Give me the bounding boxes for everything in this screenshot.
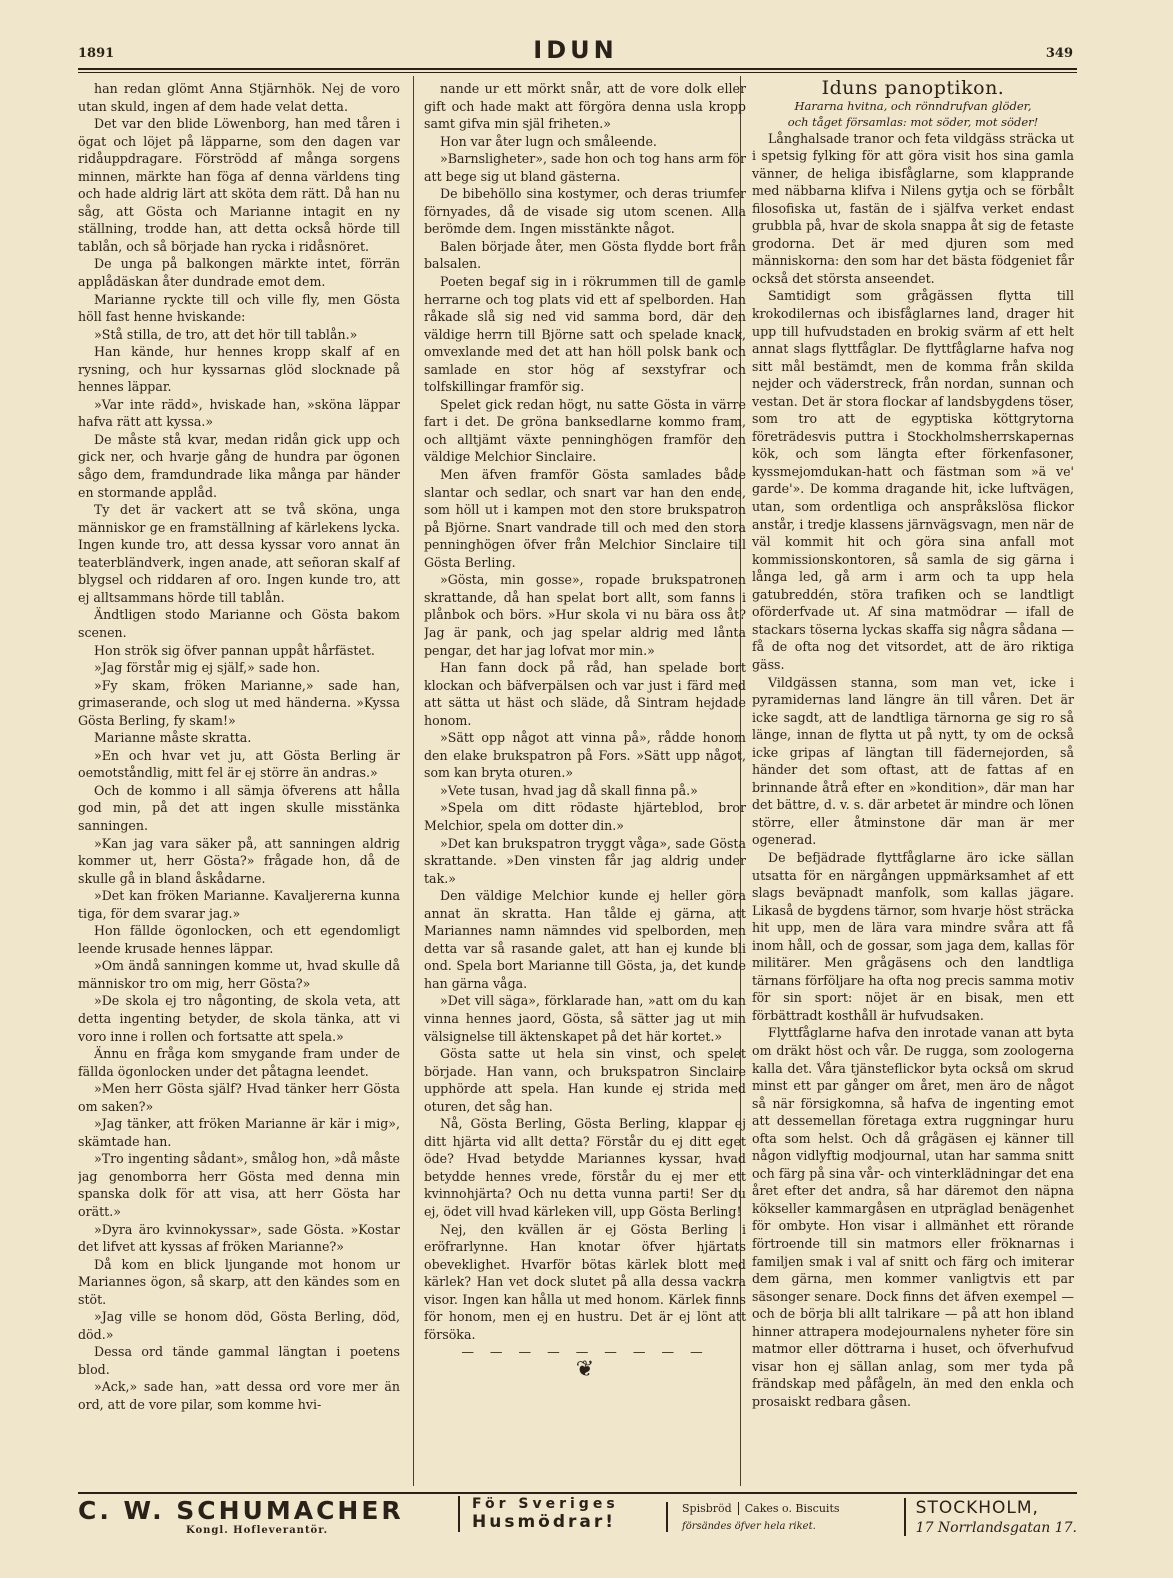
paragraph: De unga på balkongen märkte intet, förrän applådäskan åter dundrade emot dem.	[78, 256, 400, 290]
paragraph: Ännu en fråga kom smygande fram under de fällda ögonlocken under det påtagna leendet.	[78, 1046, 400, 1079]
paragraph: De befjädrade flyttfåglarne äro icke sällan utsatta för en närgången uppmärksamhet af ett slags beväpnadt manfolk, som kallas jägare. Likaså de bygdens tärnor, som hvarje höst sträcka hit upp, men de lära vara mindre svåra att få inom håll, och de gossar, som jaga dem, kallas för militärer. Men grågäsens och den landtliga tärnans förföljare ha ofta nog precis samma motiv för sin sport: nöjet är en bisak, men ett förbättradt kosthåll är hufvudsaken.	[752, 849, 1074, 1023]
paragraph: Men äfven framför Gösta samlades både slantar och sedlar, och snart var han den ende, som höll ut i kampen mot den store brukspatron på Björne. Snart vandrade till och med den stora penninghögen öfver från Melchior Sinclaire till Gösta Berling.	[424, 467, 746, 570]
advertisement-footer	[78, 1492, 1077, 1544]
paragraph: »Sätt opp något att vinna på», rådde honom den elake brukspatron på Fors. »Sätt upp något, som kan bryta oturen.»	[424, 730, 746, 781]
header-year: 1891	[78, 46, 115, 61]
paragraph: Ty det är vackert att se två sköna, unga människor ge en framställning af kärlekens lycka. Ingen kunde tro, att dessa kyssar voro annat än teaterbländverk, ingen anade, att señoran skalf af blygsel och riddaren af oro. Ingen kunde tro, att ej alltsammans hörde till tablån.	[78, 502, 400, 605]
paragraph: De bibehöllo sina kostymer, och deras triumfer förnyades, då de visade sig utom scenen. Alla berömde dem. Ingen misstänkte något.	[424, 186, 746, 237]
paragraph: Marianne måste skratta.	[94, 730, 252, 746]
paragraph: »Vete tusan, hvad jag då skall finna på.»	[440, 782, 698, 798]
paragraph: Det var den blide Löwenborg, han med tåren i ögat och löjet på läpparne, som den dagen var ridåuppdragare. Förströdd af många sorgens minnen, märkte han föga af denna världens ting och hade aldrig lärt att sköta dem rätt. Då han nu såg, att Gösta och Marianne intagit en ny ställning, trodde han, att detta också hörde till tablån, och så började han rycka i ridåsnöret.	[78, 116, 400, 254]
paragraph: »Det kan fröken Marianne. Kavaljererna kunna tiga, för dem svarar jag.»	[78, 888, 400, 921]
paragraph: »Om ändå sanningen komme ut, hvad skulle då människor tro om mig, herr Gösta?»	[78, 958, 400, 991]
paragraph: Dessa ord tände gammal längtan i poetens blod.	[78, 1344, 400, 1377]
street-address: 17 Norrlandsgatan 17.	[915, 1520, 1077, 1536]
paragraph: Och de kommo i all sämja öfverens att hålla god min, på det att ingen skulle misstänka sanningen.	[78, 782, 400, 833]
ad-slogan	[458, 1496, 619, 1532]
paragraph: Balen började åter, men Gösta flydde bort från balsalen.	[424, 238, 746, 272]
paragraph: »Fy skam, fröken Marianne,» sade han, grimaserande, och slog ut med händerna. »Kyssa Gösta Berling, fy skam!»	[78, 677, 400, 728]
epigraph-line: och tåget församlas: mot söder, mot söder!	[787, 114, 1039, 129]
slogan-line: Husmödrar!	[472, 1512, 617, 1532]
paragraph: Ändtligen stodo Marianne och Gösta bakom scenen.	[78, 607, 400, 640]
city-name: STOCKHOLM,	[915, 1498, 1039, 1518]
paragraph: Han fann dock på råd, han spelade bort klockan och bäfverpälsen och var just i färd med att sätta ut häst och släde, då Sintram hejdade honom.	[424, 660, 746, 728]
paragraph: »Jag förstår mig ej själf,» sade hon.	[94, 660, 321, 676]
shipping-note: försändes öfver hela riket.	[682, 1521, 816, 1532]
paragraph: Gösta satte ut hela sin vinst, och spelet började. Han vann, och brukspatron Sinclaire upphörde att spela. Han kunde ej strida med oturen, det såg han.	[424, 1046, 746, 1114]
paragraph: »Kan jag vara säker på, att sanningen aldrig kommer ut, herr Gösta?» frågade hon, då de skulle gå in bland åskådarne.	[78, 835, 400, 886]
page-number: 349	[1045, 46, 1073, 61]
slogan-line: För Sveriges	[472, 1496, 619, 1512]
ornament-icon: ❦	[575, 1356, 595, 1382]
panoptikon-title: Iduns panoptikon.	[821, 80, 1005, 99]
paragraph: »Det vill säga», förklarade han, »att om du kan vinna hennes jaord, Gösta, så sätter jag ut min välsignelse till äktenskapet på det här kortet.»	[424, 993, 746, 1044]
paragraph: han redan glömt Anna Stjärnhök. Nej de voro utan skuld, ingen af dem hade velat detta.	[78, 81, 400, 114]
ad-address	[904, 1498, 1077, 1536]
column-divider	[413, 76, 414, 1486]
article-column-1	[78, 80, 400, 1485]
paragraph: »Stå stilla, de tro, att det hör till tablån.»	[94, 326, 358, 342]
paragraph: Vildgässen stanna, som man vet, icke i pyramidernas land längre än till våren. Det är icke sagdt, att de landtliga tärnorna ge sig ro så länge, innan de flytta ut på nytt, ty om de också icke gripas af längtan till fädernejorden, så händer det som oftast, att de fattas af en brinnande åtrå efter en »kondition», där man har det bättre, d. v. s. där arbetet är mindre och lönen större, eller åtminstone där man är mer ogenerad.	[752, 674, 1074, 848]
paragraph: »Ack,» sade han, »att dessa ord vore mer än ord, att de vore pilar, som komme hvi-	[78, 1379, 400, 1413]
brand-name: C. W. SCHUMACHER	[78, 1496, 404, 1525]
paragraph: Hon fällde ögonlocken, och ett egendomligt leende krusade hennes läppar.	[78, 923, 400, 956]
product-label: Cakes o. Biscuits	[738, 1502, 846, 1515]
paragraph: »De skola ej tro någonting, de skola veta, att detta ingenting betyder, de skola tänka, att vi voro inne i rollen och fortsatte att spela.»	[78, 993, 400, 1044]
paragraph: Långhalsade tranor och feta vildgäss sträcka ut i spetsig fylking för att göra visit hos sina gamla vänner, de heliga ibisfåglarne, som klapprande med näbbarna klifva i Nilens gytja och se förbålt filosofiska ut, fastän de i själfva verket endast grubbla på, hvar de skola snappa åt sig de fetaste grodorna. Det är med djuren som med människorna: den som har det bästa födgeniet får också det största anseendet.	[752, 130, 1074, 286]
article-column-2	[424, 80, 746, 1485]
paragraph: »Tro ingenting sådant», smålog hon, »då måste jag genomborra herr Gösta med denna min spanska dolk för att visa, att herr Gösta har orätt.»	[78, 1151, 400, 1219]
header-rule	[78, 68, 1077, 73]
paragraph: Marianne ryckte till och ville fly, men Gösta höll fast henne hviskande:	[78, 291, 400, 325]
paragraph: »En och hvar vet ju, att Gösta Berling är oemotståndlig, mitt fel är ej större än andras.»	[78, 747, 400, 781]
epigraph-line: Hararna hvitna, och rönndrufvan glöder,	[794, 98, 1032, 113]
section-end-dashes: — — — — — — — — —	[461, 1344, 709, 1360]
paragraph: »Var inte rädd», hviskade han, »sköna läppar hafva rätt att kyssa.»	[78, 396, 400, 430]
paragraph: Hon var åter lugn och småleende.	[440, 133, 657, 149]
paragraph: Han kände, hur hennes kropp skalf af en rysning, och hur kyssarnas glöd slocknade på hennes läppar.	[78, 344, 400, 395]
product-label: Spisbröd	[682, 1502, 732, 1515]
paragraph: Samtidigt som grågässen flytta till krokodilernas och ibisfåglarnes land, drager hit upp till hufvudstaden en brokig svärm af ett helt annat slags flyttfåglar. De flyttfåglarne hafva nog sitt mål bestämdt, men de komma från skilda nejder och väderstreck, från nordan, sunnan och vestan. Det är stora flockar af landsbygdens töser, som tro att de egyptiska köttgrytorna företrädesvis puttra i Stockholmsherrskapernas kök, och som längta efter förkenfasoner, kyssmejomdukan-hatt och fästman som »ä ve' garde'». De komma dragande hit, icke luftvägen, utan, som ordentliga och anspråkslösa flickor anstår, i tredje klassens järnvägsvagn, men när de väl kommit hit och göra sina anfall mot kommissionskontoren, så samla de sig gärna i långa led, gå arm i arm och ta upp hela gatubreddén, störa trafiken och se landtligt oförderfvade ut. Af sina matmödrar — ifall de stackars töserna lyckas skaffa sig några sådana — få de ofta nog det vitsordet, att de äro riktiga gäss.	[752, 288, 1074, 672]
paragraph: Poeten begaf sig in i rökrummen till de gamle herrarne och tog plats vid ett af spelborden. Han råkade slå sig ned vid samma bord, där den väldige herrn till Björne satt och spelade knack, omvexlande med det att han höll polsk bank och samlade en stor hög af sexstyfrar och tolfskillingar framför sig.	[424, 274, 746, 395]
paragraph: »Men herr Gösta själf? Hvad tänker herr Gösta om saken?»	[78, 1081, 400, 1114]
advertiser-brand	[78, 1496, 450, 1536]
paragraph: Nå, Gösta Berling, Gösta Berling, klappar ej ditt hjärta vid allt detta? Förstår du ej ditt eget öde? Hvad betydde Mariannes kyssar, hvad betydde hennes vrede, förstår du ej mer ett kvinnohjärta? Och nu detta vunna parti! Ser du ej, ödet vill hvad kärleken vill, upp Gösta Berling!	[424, 1116, 746, 1219]
paragraph: »Spela om ditt rödaste hjärteblod, bror Melchior, spela om dotter din.»	[424, 800, 746, 833]
paragraph: »Barnsligheter», sade hon och tog hans arm för att bege sig ut bland gästerna.	[424, 151, 746, 184]
ad-products	[666, 1502, 846, 1532]
paragraph: Då kom en blick ljungande mot honom ur Mariannes ögon, så skarp, att den kändes som en stöt.	[78, 1256, 400, 1307]
paragraph: »Gösta, min gosse», ropade brukspatronen skrattande, då han spelat bort allt, som fanns i plånbok och börs. »Hur skola vi nu bära oss åt? Jag är pank, och jag spelar aldrig med lånta pengar, det har jag lofvat mor min.»	[424, 572, 746, 658]
brand-subtitle: Kongl. Hofleverantör.	[186, 1525, 329, 1536]
masthead-title: IDUN	[533, 36, 618, 64]
paragraph: »Jag tänker, att fröken Marianne är kär i mig», skämtade han.	[78, 1116, 400, 1149]
paragraph: »Jag ville se honom död, Gösta Berling, död, död.»	[78, 1309, 400, 1342]
paragraph: Hon strök sig öfver pannan uppåt hårfästet.	[94, 642, 375, 658]
paragraph: Den väldige Melchior kunde ej heller göra annat än skratta. Han tålde ej gärna, att Mariannes namn nämndes vid spelborden, men detta var så rasande galet, att han ej kunde bli ond. Spela bort Marianne till Gösta, ja, det kunde han gärna våga.	[424, 888, 746, 991]
paragraph: »Dyra äro kvinnokyssar», sade Gösta. »Kostar det lifvet att kyssas af fröken Marianne?»	[78, 1221, 400, 1255]
paragraph: Flyttfåglarne hafva den inrotade vanan att byta om dräkt höst och vår. De rugga, som zoologerna kalla det. Våra tjänsteflickor byta också om skrud minst ett par gånger om året, men äro de något så när försigkomna, så hafva de ingenting emot att dessemellan företaga extra ruggningar huru ofta som helst. Och då grågäsen ej känner till någon vidlyftig modjournal, utan har samma snitt och färg på sina vår- och vinterklädningar det ena året efter det andra, så har däremot den näpna kökseller kammargåsen en utpräglad benägenhet för ombyte. Hon visar i allmänhet ett rörande förtroende till sin matmors eller fröknarnas i familjen smak i val af snitt och färg och imiterar dem gärna, men kommer vanligtvis ett par säsonger senare. Dock finns det äfven exempel — och de börja bli allt talrikare — på att hon ibland hinner attrapera modejournalens nyheter före sin matmor eller döttrarna i huset, och öfverhufvud visar hon ej sällan anlag, som mer tyda på frändskap med påfågeln, än med den enkla och prosaiskt redbara gåsen.	[752, 1025, 1074, 1409]
paragraph: Spelet gick redan högt, nu satte Gösta in värre fart i det. De gröna banksedlarne kommo fram, och alltjämt växte penninghögen framför den väldige Melchior Sinclaire.	[424, 396, 746, 465]
paragraph: »Det kan brukspatron tryggt våga», sade Gösta skrattande. »Den vinsten får jag aldrig under tak.»	[424, 835, 746, 886]
article-column-3	[752, 80, 1074, 1485]
page-header	[78, 36, 1073, 68]
paragraph: De måste stå kvar, medan ridån gick upp och gick ner, och hvarje gång de hundra par ögonen sågo dem, framdundrade lika många par händer en stormande applåd.	[78, 431, 400, 500]
paragraph: Nej, den kvällen är ej Gösta Berling i eröfrarlynne. Han knotar öfver hjärtats obeveklighet. Hvarför bötas kärlek blott med kärlek? Han vet dock slutet på alla dessa vackra visor. Ingen kan hålla ut med honom. Kärlek finns för honom, men ej en hustru. Det är ej lönt att försöka.	[424, 1221, 746, 1342]
paragraph: nande ur ett mörkt snår, att de vore dolk eller gift och hade makt att förgöra denna usla kropp samt gifva min själ friheten.»	[424, 81, 746, 132]
